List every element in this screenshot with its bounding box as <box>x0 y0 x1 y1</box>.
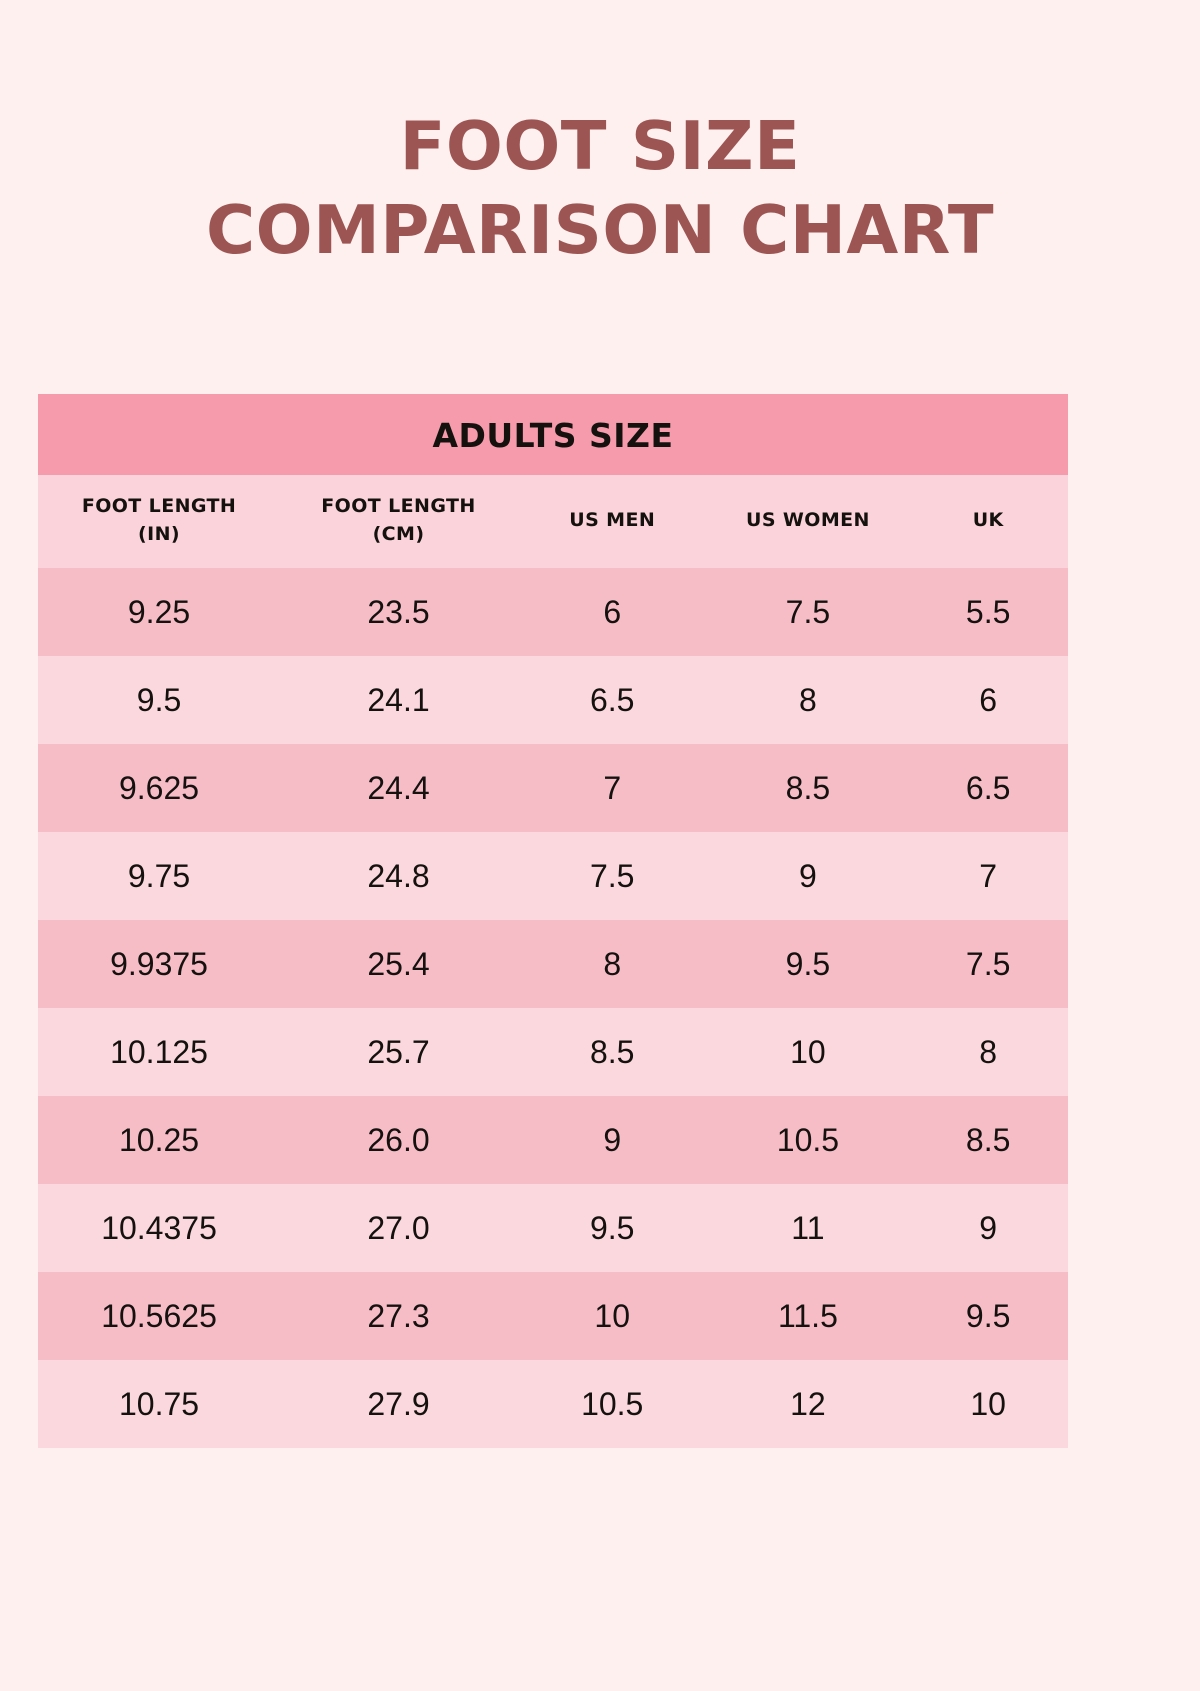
cell-foot-length-cm: 26.0 <box>280 1096 517 1184</box>
cell-foot-length-cm: 23.5 <box>280 568 517 656</box>
cell-uk: 8.5 <box>908 1096 1068 1184</box>
column-header-foot-length-cm <box>280 475 517 568</box>
cell-us-women: 10 <box>707 1008 908 1096</box>
column-header-uk <box>908 475 1068 568</box>
cell-foot-length-cm: 24.4 <box>280 744 517 832</box>
cell-foot-length-in: 9.625 <box>38 744 280 832</box>
cell-us-women: 9.5 <box>707 920 908 1008</box>
table-row <box>38 1184 1068 1272</box>
cell-us-men: 8 <box>517 920 708 1008</box>
column-header-line2: (CM) <box>372 522 425 545</box>
column-header-line1: US MEN <box>569 508 656 531</box>
column-header-line1: UK <box>972 508 1004 531</box>
cell-uk: 9 <box>908 1184 1068 1272</box>
cell-us-men: 6 <box>517 568 708 656</box>
cell-foot-length-in: 10.75 <box>38 1360 280 1448</box>
cell-us-women: 10.5 <box>707 1096 908 1184</box>
cell-foot-length-in: 10.5625 <box>38 1272 280 1360</box>
cell-us-women: 11.5 <box>707 1272 908 1360</box>
table-banner-label: ADULTS SIZE <box>38 394 1068 475</box>
cell-foot-length-in: 9.25 <box>38 568 280 656</box>
table-head <box>38 394 1068 568</box>
cell-us-women: 7.5 <box>707 568 908 656</box>
table-row <box>38 744 1068 832</box>
cell-uk: 7 <box>908 832 1068 920</box>
column-header-us-women <box>707 475 908 568</box>
table-body <box>38 568 1068 1448</box>
column-header-line1: FOOT LENGTH <box>321 495 476 517</box>
cell-uk: 5.5 <box>908 568 1068 656</box>
cell-us-women: 8.5 <box>707 744 908 832</box>
cell-us-women: 9 <box>707 832 908 920</box>
table-row <box>38 1008 1068 1096</box>
table-row <box>38 1360 1068 1448</box>
table-row <box>38 656 1068 744</box>
cell-us-women: 8 <box>707 656 908 744</box>
cell-uk: 9.5 <box>908 1272 1068 1360</box>
cell-us-women: 12 <box>707 1360 908 1448</box>
column-header-line1: FOOT LENGTH <box>81 495 237 517</box>
cell-uk: 7.5 <box>908 920 1068 1008</box>
column-header-foot-length-in <box>38 475 280 568</box>
cell-uk: 6 <box>908 656 1068 744</box>
cell-foot-length-cm: 25.7 <box>280 1008 517 1096</box>
column-header-line1: US WOMEN <box>745 508 870 531</box>
foot-size-table <box>38 394 1068 1448</box>
cell-us-men: 10.5 <box>517 1360 708 1448</box>
cell-foot-length-in: 10.4375 <box>38 1184 280 1272</box>
cell-foot-length-cm: 24.1 <box>280 656 517 744</box>
cell-foot-length-cm: 27.9 <box>280 1360 517 1448</box>
page-title: FOOT SIZE COMPARISON CHART <box>205 107 995 269</box>
cell-uk: 8 <box>908 1008 1068 1096</box>
column-header-us-men <box>517 475 708 568</box>
column-header-line2: (IN) <box>138 522 180 545</box>
table-header-row <box>38 475 1068 568</box>
size-chart-container <box>38 394 1068 1448</box>
cell-uk: 6.5 <box>908 744 1068 832</box>
cell-us-men: 7.5 <box>517 832 708 920</box>
cell-us-men: 9 <box>517 1096 708 1184</box>
cell-foot-length-in: 10.125 <box>38 1008 280 1096</box>
cell-foot-length-cm: 24.8 <box>280 832 517 920</box>
cell-us-men: 8.5 <box>517 1008 708 1096</box>
cell-us-men: 7 <box>517 744 708 832</box>
table-row <box>38 568 1068 656</box>
table-banner-row <box>38 394 1068 475</box>
table-row <box>38 832 1068 920</box>
cell-foot-length-in: 9.9375 <box>38 920 280 1008</box>
cell-foot-length-cm: 27.0 <box>280 1184 517 1272</box>
table-row <box>38 1272 1068 1360</box>
cell-foot-length-in: 10.25 <box>38 1096 280 1184</box>
table-row <box>38 920 1068 1008</box>
cell-uk: 10 <box>908 1360 1068 1448</box>
cell-foot-length-cm: 27.3 <box>280 1272 517 1360</box>
cell-foot-length-in: 9.5 <box>38 656 280 744</box>
cell-foot-length-in: 9.75 <box>38 832 280 920</box>
table-row <box>38 1096 1068 1184</box>
cell-us-men: 6.5 <box>517 656 708 744</box>
cell-us-women: 11 <box>707 1184 908 1272</box>
cell-us-men: 9.5 <box>517 1184 708 1272</box>
cell-foot-length-cm: 25.4 <box>280 920 517 1008</box>
cell-us-men: 10 <box>517 1272 708 1360</box>
